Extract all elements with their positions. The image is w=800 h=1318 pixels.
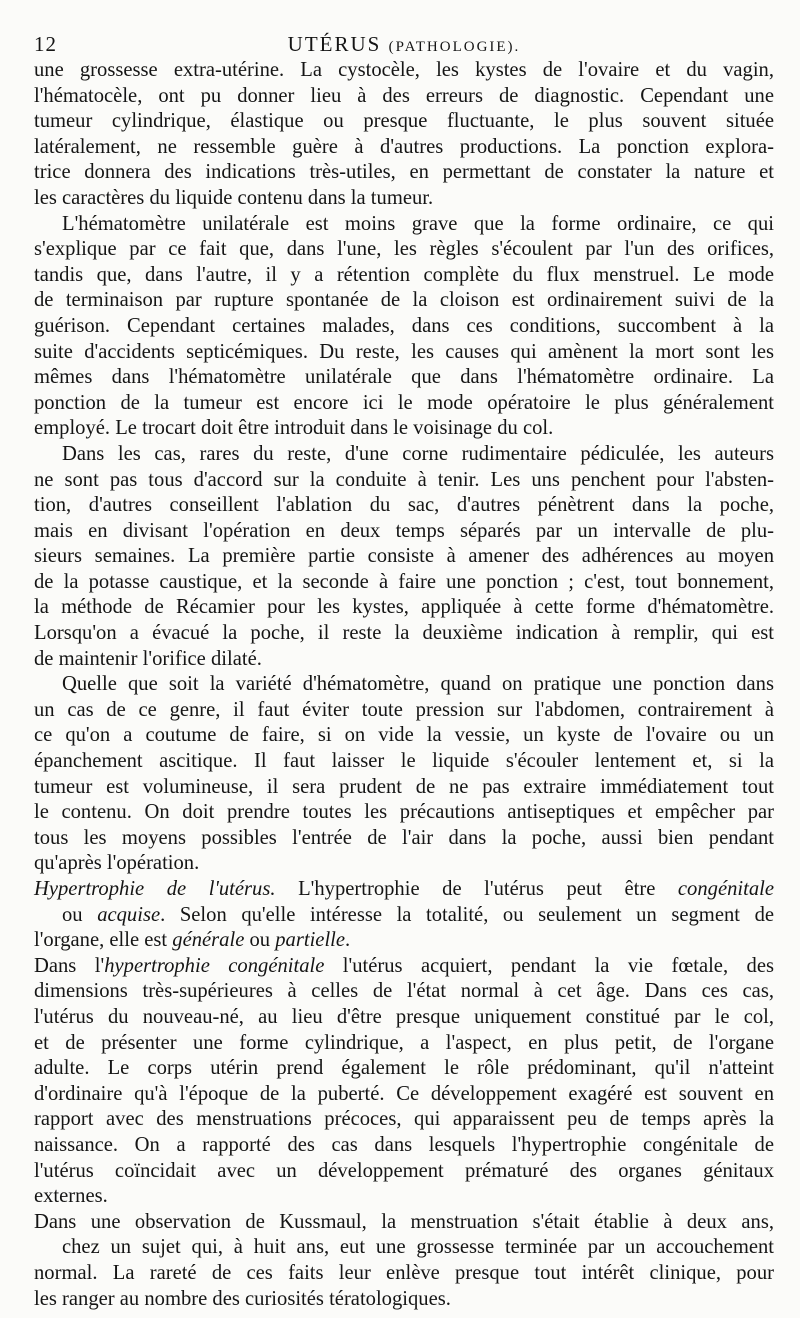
text-line: s'explique par ce fait que, dans l'une, les règles s'écoulent par l'un des orifices, xyxy=(34,238,774,261)
text-line: Quelle que soit la variété d'hématomètre, quand on pratique une ponction dans xyxy=(62,673,774,696)
text-line: chez un sujet qui, à huit ans, eut une grossesse terminée par un accouchement xyxy=(62,1236,774,1259)
text-line: les caractères du liquide contenu dans la tumeur. xyxy=(34,186,434,209)
text-segment: l'organe, elle est xyxy=(34,929,173,952)
text-line: tous les moyens possibles l'entrée de l'air dans la poche, aussi bien pendant xyxy=(34,826,774,849)
text-line: les ranger au nombre des curiosités tératologiques. xyxy=(34,1287,451,1310)
running-title-main: UTÉRUS xyxy=(287,32,382,56)
text-line: une grossesse extra-utérine. La cystocèle, les kystes de l'ovaire et du vagin, xyxy=(34,59,774,81)
text-line: de la potasse caustique, et la seconde à faire une ponction ; c'est, tout bonnement, xyxy=(34,570,774,593)
page-number: 12 xyxy=(34,32,57,56)
text-line: mais en divisant l'opération en deux temps séparés par un intervalle de plu- xyxy=(34,519,774,542)
text-segment: Dans l' xyxy=(34,954,105,977)
text-line: qu'après l'opération. xyxy=(34,852,200,875)
text-line: adulte. Le corps utérin prend également le rôle prédominant, qu'il n'atteint xyxy=(34,1057,774,1080)
text-line: guérison. Cependant certaines malades, dans ces conditions, succombent à la xyxy=(34,314,774,337)
text-line: naissance. On a rapporté des cas dans lesquels l'hypertrophie congénitale de xyxy=(34,1133,774,1156)
italic-term: hypertrophie congénitale xyxy=(104,954,325,977)
text-segment: l'utérus acquiert, pendant la vie fœtale, des xyxy=(324,954,775,977)
text-line: Lorsqu'on a évacué la poche, il reste la deuxième indication à remplir, qui est xyxy=(34,622,774,645)
text-line: l'hématocèle, ont pu donner lieu à des erreurs de diagnostic. Cependant une xyxy=(34,84,774,107)
text-line: sieurs semaines. La première partie consiste à amener des adhérences au moyen xyxy=(34,545,774,568)
text-line: ponction de la tumeur est encore ici le mode opératoire le plus généralement xyxy=(34,391,774,414)
text-line: Dans les cas, rares du reste, d'une corne rudimentaire pédiculée, les auteurs xyxy=(62,442,774,465)
text-line: trice donnera des indications très-utiles, en permettant de constater la nature et xyxy=(34,161,774,184)
text-line: ce qu'on a coutume de faire, si on vide la vessie, un kyste de l'ovaire ou un xyxy=(34,724,774,747)
running-title xyxy=(34,30,774,61)
text-line: ne sont pas tous d'accord sur la conduite à tenir. Les uns penchent pour l'absten- xyxy=(34,468,774,491)
text-line: le contenu. On doit prendre toutes les précautions antiseptiques et empêcher par xyxy=(34,801,774,824)
text-line: Dans une observation de Kussmaul, la menstruation s'était établie à deux ans, xyxy=(34,1210,774,1233)
text-line: épanchement ascitique. Il faut laisser le liquide s'écouler lentement et, si la xyxy=(34,750,774,773)
text-line: tion, d'autres conseillent l'ablation du sac, d'autres pénètrent dans la poche, xyxy=(34,494,774,517)
text-line: tumeur est volumineuse, il sera prudent de ne pas extraire immédiatement tout xyxy=(34,775,774,798)
text-line: L'hématomètre unilatérale est moins grave que la forme ordinaire, ce qui xyxy=(62,212,774,235)
text-line xyxy=(34,877,774,903)
text-segment: . Selon qu'elle intéresse la totalité, ou seulement un segment de xyxy=(160,903,775,926)
text-line: la méthode de Récamier pour les kystes, appliquée à cette forme d'hématomètre. xyxy=(34,596,774,619)
text-line: tandis que, dans l'autre, il y a rétention complète du flux menstruel. Le mode xyxy=(34,263,774,286)
text-line: l'utérus coïncidait avec un développement prématuré des organes génitaux xyxy=(34,1159,774,1182)
text-line: employé. Le trocart doit être introduit dans le voisinage du col. xyxy=(34,417,554,440)
text-line: de terminaison par rupture spontanée de la cloison est ordinairement suivi de la xyxy=(34,289,774,312)
running-title-sub: (PATHOLOGIE). xyxy=(388,39,521,55)
text-segment: ou xyxy=(62,903,98,926)
text-line: normal. La rareté de ces faits leur enlève presque tout intérêt clinique, pour xyxy=(34,1261,774,1284)
text-line: externes. xyxy=(34,1185,108,1208)
text-line: suite d'accidents septicémiques. Du reste, les causes qui amènent la mort sont les xyxy=(34,340,774,363)
italic-term: générale xyxy=(172,929,245,952)
italic-term: congénitale xyxy=(677,878,774,900)
text-line: tumeur cylindrique, élastique ou presque fluctuante, le plus souvent située xyxy=(34,110,774,133)
text-segment: . xyxy=(345,929,351,952)
text-line xyxy=(34,903,774,929)
text-segment: L'hypertrophie de l'utérus peut être xyxy=(275,878,678,900)
text-line: d'ordinaire qu'à l'époque de la puberté. Ce développement exagéré est souvent en xyxy=(34,1082,774,1105)
text-line: rapport avec des menstruations précoces, qui apparaissent peu de temps après la xyxy=(34,1108,774,1131)
body-text xyxy=(34,58,774,1312)
text-line: latéralement, ne ressemble guère à d'autres productions. La ponction explora- xyxy=(34,135,774,158)
running-head xyxy=(34,30,774,58)
text-line: de maintenir l'orifice dilaté. xyxy=(34,647,262,670)
text-line: l'utérus du nouveau-né, au lieu d'être presque uniquement constitué par le col, xyxy=(34,1005,774,1028)
text-line: dimensions très-supérieures à celles de l'état normal à cet âge. Dans ces cas, xyxy=(34,980,774,1003)
text-line: mêmes dans l'hématomètre unilatérale que dans l'hématomètre ordinaire. La xyxy=(34,366,774,389)
italic-term: acquise xyxy=(97,903,161,926)
italic-term: Hypertrophie de l'utérus. xyxy=(34,878,276,900)
text-segment: ou xyxy=(244,929,276,952)
text-line xyxy=(34,954,774,980)
italic-term: partielle xyxy=(275,929,346,952)
text-line xyxy=(34,928,774,954)
text-line: un cas de ce genre, il faut éviter toute pression sur l'abdomen, contrairement à xyxy=(34,698,774,721)
text-line: et de présenter une forme cylindrique, a l'aspect, en plus petit, de l'organe xyxy=(34,1031,774,1054)
